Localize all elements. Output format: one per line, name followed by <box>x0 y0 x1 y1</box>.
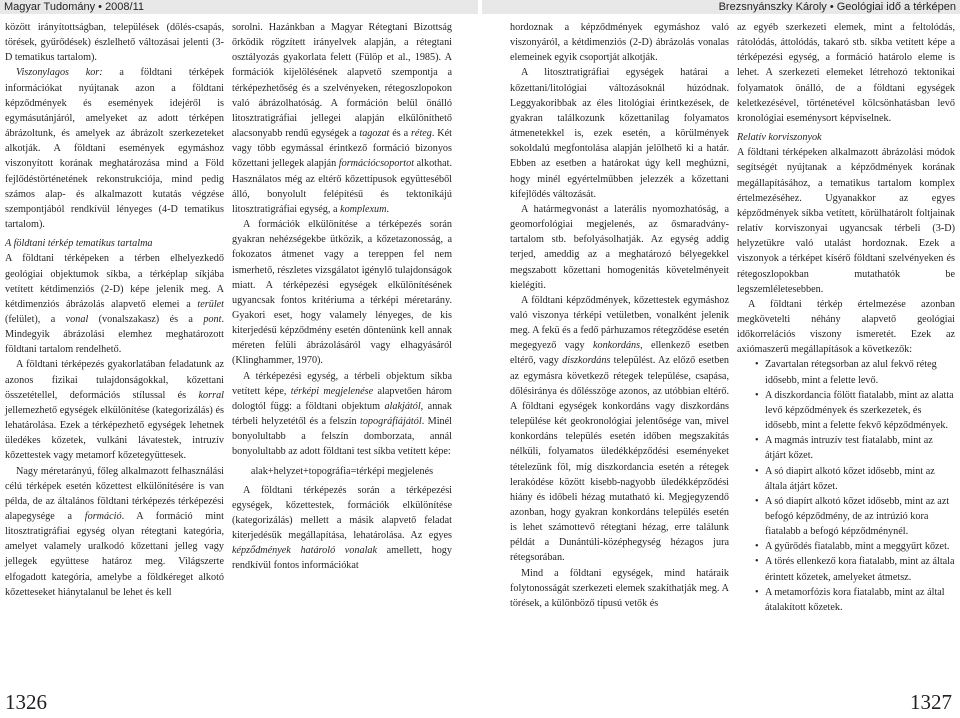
paragraph: az egyéb szerkezeti elemek, mint a feltolódás, rátolódás, áttolódás, takaró stb. síkba vetített képe a térképezési egység, a formáció határolo eleme is lehet. A szerkezeti elemeket létrehozó tektonikai folyamatok önálló, de a földtani egységek keletkezésével, történetével kölcsönhatásban levő kronológiai eseménysort képviselnek. <box>737 22 955 124</box>
running-header-left: Magyar Tudomány • 2008/11 <box>4 1 145 13</box>
paragraph: A litosztratigráfiai egységek határai a kőzettani/litológiai változásoknál húzódnak. Leggyakoribbak az éles litológiai érintkezések, de gyakran találkozunk kőzettanilag folyamatos átmenetekkel is, ezek esetén, a körülmények sokoldalú megfontolása alapján jelölhető ki a határ. Ebben az esetben a határokat úgy kell meghúzni, hogy minél egyértelműbben jelezzék a kőzettani kifejlődés változását. <box>510 67 729 200</box>
paragraph: A földtani térképeken alkalmazott ábrázolási módok segítségét nyújtanak a képződmények korának megállapításához, a tematikus tartalom komplex értelmezéséhez. Ugyanakkor az egyes képződmények síkba vetített, körülhatárolt foltjainak relatív korviszonyai ugyancsak térbeli (3-D) helyzetükre való utalást hordoznak. Ezek a viszonyok a térképet kísérő földtani szelvényeken és rétegoszlopokban mutathatók be legszemléletesebben. <box>737 147 955 295</box>
page-number-right: 1327 <box>910 690 952 714</box>
paragraph: között irányítottságban, települések (dőlés-csapás, törések, gyűrődések) észlelhető változásai jelenti (3-D tematikus tartalom). <box>5 22 224 64</box>
list-item: • Zavartalan rétegsorban az alul fekvő réteg idősebb, mint a felette levő. <box>737 357 955 387</box>
paragraph: Mind a földtani egységek, mind határaik folytonosságát szerkezeti elemek szakíthatják meg. A törések, a különböző típusú vetők és <box>510 567 729 609</box>
formula: alak+helyzet+topográfia=térképi megjelenés <box>250 465 434 477</box>
paragraph: A földtani térképezés során a térképezési egységek, kőzettestek, formációk elkülönítése (kategorizálás) mellett a másik alapvető feladat kiterjedésük megállapítása, lehatárolása. Az egyes képződmények határoló vonalak amellett, hogy rendkívül fontos információkat <box>232 484 452 572</box>
list-item: • A gyűrődés fiatalabb, mint a meggyűrt kőzet. <box>737 539 955 554</box>
list-item: • A magmás intruzív test fiatalabb, mint az átjárt kőzet. <box>737 433 955 463</box>
paragraph: Viszonylagos kor: a földtani térképek információkat nyújtanak azon a földtani képződmények és események idejéről is egymásutánjáról, amelyeket az adott térképen ábrázoltunk, és amelyek az ábrázolt szerkezeteket alkotják. A földtani események egymáshoz viszonyított korának meghatározása mind a Föld fejlődéstörténetének rekonstrukciója, mind pedig számos alap- és alkalmazott kutatás végzése szempontjából rendkívül lényeges (4-D tematikus tartalom). <box>5 67 225 231</box>
paragraph: sorolni. Hazánkban a Magyar Rétegtani Bizottság őrködik rögzített irányelvek alapján, a rétegtani osztályozás gyakorlata felett (Fülöp et al., 1985). A formációk kijelölésének alapvető szempontja a térképezhetőség és a szelvényeken, rétegoszlopokon való ábrázolhatóság. A formáción belül önálló litosztratigráfiai jellegei alapján elkülöníthető alacsonyabb rendű egységek a tagozat és a réteg. Két vagy több egymással érintkező formáció bizonyos kőzettani jellegek alapján formációcsoportot alkothat. Használatos még az eltérő kőzettípusok együtteséből álló, bonyolult felépítésű és tektonikájú litosztratigráfiai egység, a komplexum. <box>232 22 452 215</box>
paragraph: A földtani térképeken a térben elhelyezkedő geológiai objektumok síkba, a térképlap síkjába vetített kétdimenziós (2-D) képe jelenik meg. A kétdimenziós ábrázolás alapvető elemei a terület (felület), a vonal (vonalszakasz) és a pont. Mindegyik ábrázolási elemhez meghatározott földtani tartalom rendelhető. <box>5 253 224 356</box>
paragraph: Nagy méretarányú, főleg alkalmazott felhasználási célú térképek esetén kőzettest elkülönítésére is van példa, de az általános földtani térképezés térképezési alapegysége a formáció. A formáció mint litosztratigráfiai egység olyan rétegtani kategória, amelyet valamely uralkodó kőzettani jelleg vagy jellegek együttese határoz meg. Világszerte elfogadott kategória, amelybe a földkéreget alkotó kőzetteseket hiánytalanul be lehet és kell <box>5 465 224 598</box>
section-heading: Relatív korviszonyok <box>737 132 822 144</box>
list-item: • A törés ellenkező kora fiatalabb, mint az általa érintett kőzetek, amelyeket átmetsz. <box>737 554 955 584</box>
paragraph: A határmegvonást a laterális nyomozhatóság, a geomorfológiai megjelenés, az ősmaradvány-tartalom stb. befolyásolhatják. Az egység addig terjed, ameddig az a meghatározó bélyegekkel megszabott kőzettani homogenitás követelményeit kielégíti. <box>510 203 729 291</box>
list-item: • A metamorfózis kora fiatalabb, mint az által átalakított kőzetek. <box>737 585 955 615</box>
bullet-list <box>737 357 955 615</box>
list-item: • A diszkordancia fölött fiatalabb, mint az alatta levő képződmények és szerkezetek, és idősebb, mint a felette fekvő képződmények. <box>737 388 955 433</box>
page-number-left: 1326 <box>5 690 47 714</box>
paragraph: A földtani térképezés gyakorlatában feladatunk az azonos fizikai tulajdonságokkal, kőzettani összetétellel, deformációs stílussal és korral jellemezhető egységek elkülönítése (kategorizálás) és lehatárolása. Ezek a térképezhető egységek lehetnek üledékes kőzetek, vulkáni lávatestek, intruzív kőzettestek vagy metamorf kőzetegyüttesek. <box>5 359 224 462</box>
running-header-right: Brezsnyánszky Károly • Geológiai idő a térképen <box>718 1 956 13</box>
paragraph: A térképezési egység, a térbeli objektum síkba vetített képe, térképi megjelenése alapvetően három dologtól függ: a földtani objektum alakjától, annak térbeli helyzetétől és a felszín topográfiájától. Minél bonyolultabb a felszín domborzata, annál bonyolultabb az adott földtani test síkba vetített képe: <box>232 370 453 458</box>
paragraph: hordoznak a képződmények egymáshoz való viszonyáról, a kétdimenziós (2-D) ábrázolás vonalas elemeinek egyik csoportját alkotják. <box>510 22 729 64</box>
text-column-3 <box>510 20 729 611</box>
text-column-4 <box>737 20 955 615</box>
paragraph: A földtani térkép értelmezése azonban megkövetelti néhány alapvető geológiai időkorrelációs viszony ismeretét. Ezek az axiómaszerű megállapítások a következők: <box>737 298 955 356</box>
paragraph: A földtani képződmények, kőzettestek egymáshoz való viszonya térképi vetületben, vonalként jelenik meg. A fekü és a fedő párhuzamos rétegződése esetén megegyező vagy konkordáns, ellenkező esetben eltérő, vagy diszkordáns települést. Az előző esetben az egymásra következő rétegek települése, csapása, dőlésiránya és dőlésszöge azonos, az utóbbian eltérő. A földtani egységek konkordáns vagy diszkordáns települése két geokronológiai jelentősége van, mivel konkordáns település esetén időben megszakítás nélküli, folyamatos üledékképződési eseményeket tételezünk föl, míg diszkordancia esetén a rétegek lerakódése között kisebb-nagyobb üledékképződési hiány és időbeli hézag mutatható ki. Megjegyzendő azonban, hogy gyakran konkordáns település esetén is lehet számottevő rétegtani hézag, erre találunk példát a Dunántúli-középhegység hézagos jura rétegsorában. <box>510 294 730 564</box>
paragraph: A formációk elkülönítése a térképezés során gyakran nehézségekbe ütközik, a kőzetazonosság, a fokozatos átmenet vagy a tereppen fel nem ismerhető, részletes vizsgálatot igénylő tulajdonságok miatt. A térképezési egységek elkülönítésének ugyancsak fontos kritériuma a térképi méretarány. Gyakori eset, hogy valamely lényeges, de kis kiterjedésű képződmény esetén döntenünk kell annak méreten felüli ábrázolásáról vagy elhagyásáról (Klinghammer, 1970). <box>232 219 452 367</box>
text-column-1 <box>5 20 224 600</box>
section-heading: A földtani térkép tematikus tartalma <box>5 238 153 250</box>
list-item: • A só diapirt alkotó kőzet idősebb, mint az általa átjárt kőzet. <box>737 464 955 494</box>
list-item: • A só diapírt alkotó kőzet idősebb, mint az azt befogó képződmény, de az intrúzió kora fiatalabb a befogó képződménynél. <box>737 494 955 539</box>
text-column-2 <box>232 20 452 574</box>
